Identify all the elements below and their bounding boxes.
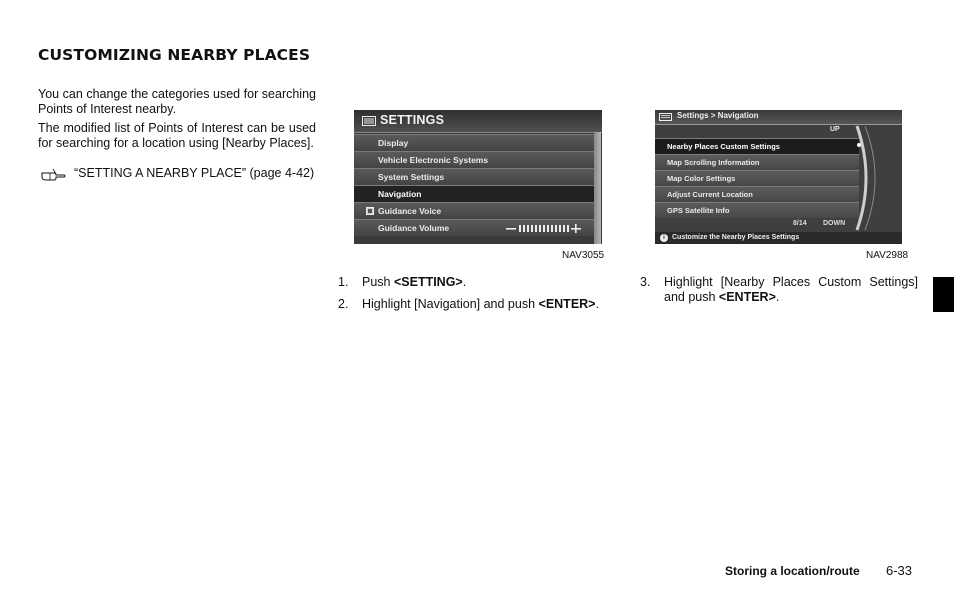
menu-item-navigation[interactable]: Navigation xyxy=(354,185,594,202)
menu-item-nearby-places-custom-settings[interactable]: Nearby Places Custom Settings xyxy=(655,138,859,154)
menu-item-adjust-current-location[interactable]: Adjust Current Location xyxy=(655,186,859,202)
navigation-settings-screen xyxy=(655,110,902,244)
chapter-tab xyxy=(933,277,954,312)
section-title: CUSTOMIZING NEARBY PLACES xyxy=(38,46,311,64)
setting-button-reference: <SETTING> xyxy=(393,275,463,289)
page-count: 8/14 xyxy=(793,220,807,227)
menu-item-gps-satellite-info[interactable]: GPS Satellite Info xyxy=(655,202,859,218)
enter-button-reference: <ENTER> xyxy=(718,290,776,304)
info-icon: i xyxy=(660,234,668,242)
step-1: 1. Push <SETTING>. xyxy=(338,275,467,289)
checkbox-icon[interactable] xyxy=(366,207,374,215)
figure-caption-1: NAV3055 xyxy=(562,250,605,261)
settings-title: SETTINGS xyxy=(380,113,445,127)
settings-menu-icon xyxy=(362,116,376,126)
scroll-up-button[interactable]: UP xyxy=(830,126,840,133)
menu-item-vehicle-electronic-systems[interactable]: Vehicle Electronic Systems xyxy=(354,151,594,168)
scroll-position-dot xyxy=(857,143,861,147)
intro-paragraph: You can change the categories used for searching Points of Interest nearby. xyxy=(38,87,316,116)
volume-level-icon[interactable] xyxy=(506,224,594,233)
settings-menu-icon xyxy=(659,113,672,121)
settings-scrollbar[interactable] xyxy=(594,132,601,244)
step-3: 3. Highlight [Nearby Places Custom Settings] and push <ENTER>. xyxy=(640,275,918,304)
footer-section-title: Storing a location/route xyxy=(725,564,860,578)
step-2: 2. Highlight [Navigation] and push <ENTER>. xyxy=(338,297,599,311)
breadcrumb: Settings > Navigation xyxy=(677,111,759,120)
navigation-settings-header xyxy=(655,110,902,125)
menu-item-display[interactable]: Display xyxy=(354,134,594,151)
settings-header xyxy=(354,110,602,133)
cross-reference-text: “SETTING A NEARBY PLACE” (page 4-42) xyxy=(74,166,315,180)
page-number: 6-33 xyxy=(886,563,913,578)
menu-item-map-scrolling-information[interactable]: Map Scrolling Information xyxy=(655,154,859,170)
menu-item-guidance-voice[interactable]: Guidance Voice xyxy=(354,202,594,219)
scroll-arc-indicator[interactable] xyxy=(851,124,902,232)
menu-item-guidance-volume[interactable]: Guidance Volume xyxy=(354,219,594,236)
pointing-hand-icon xyxy=(40,167,66,183)
enter-button-reference: <ENTER> xyxy=(538,297,596,311)
scroll-down-button[interactable]: DOWN xyxy=(823,220,846,227)
settings-screen xyxy=(354,110,602,244)
menu-item-system-settings[interactable]: System Settings xyxy=(354,168,594,185)
info-bar-text: Customize the Nearby Places Settings xyxy=(672,234,800,241)
info-bar xyxy=(655,232,902,244)
menu-item-map-color-settings[interactable]: Map Color Settings xyxy=(655,170,859,186)
modified-list-paragraph: The modified list of Points of Interest can be used for searching for a location using [Nearby Places]. xyxy=(38,121,316,150)
figure-caption-2: NAV2988 xyxy=(866,250,909,261)
